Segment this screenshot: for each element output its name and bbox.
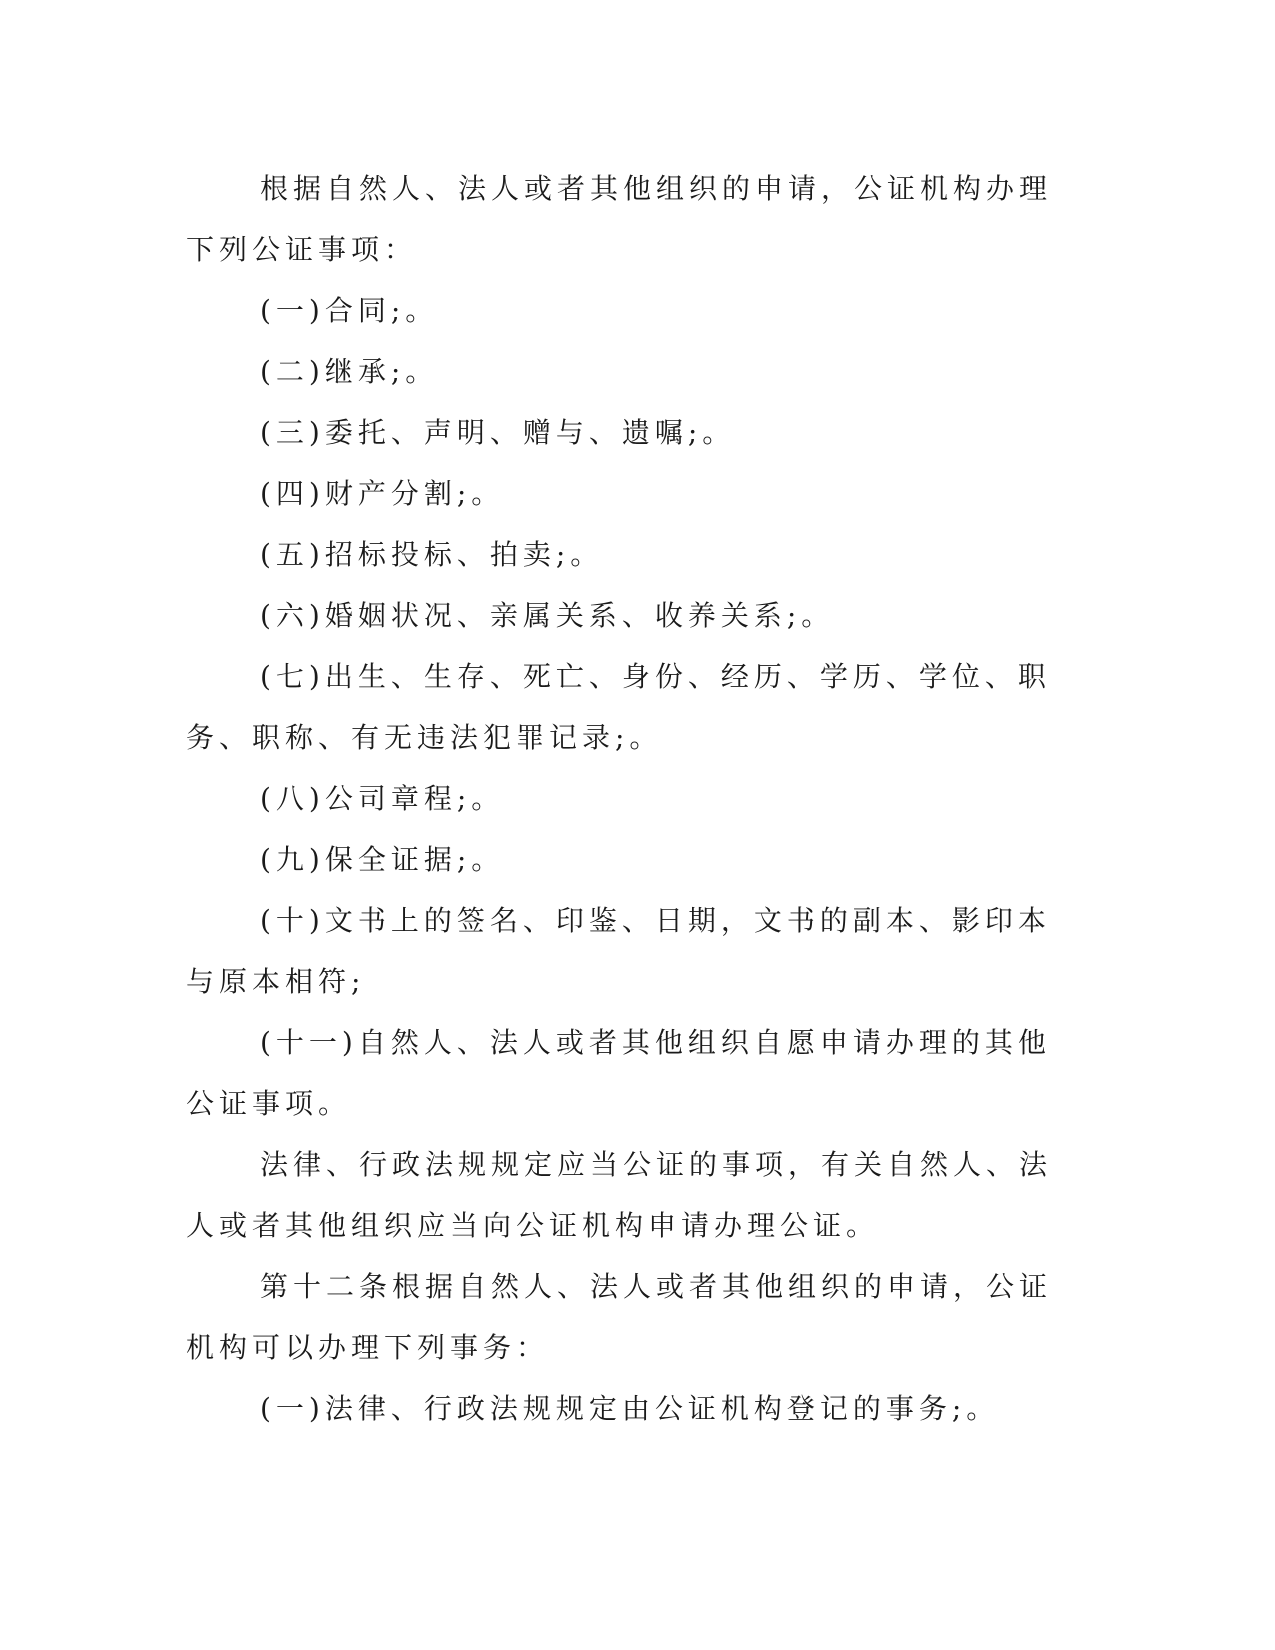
list-item-2: (二)继承;。	[260, 355, 439, 388]
list-item-7: (七)出生、生存、死亡、身份、经历、学历、学位、职务、职称、有无违法犯罪记录;。	[186, 660, 1051, 754]
list-item-1: (一)合同;。	[260, 294, 439, 327]
list-item-11: (十一)自然人、法人或者其他组织自愿申请办理的其他公证事项。	[186, 1026, 1051, 1120]
list-item-6: (六)婚姻状况、亲属关系、收养关系;。	[260, 599, 835, 632]
article-12-item-1: (一)法律、行政法规规定由公证机构登记的事务;。	[260, 1392, 1000, 1425]
list-item-3: (三)委托、声明、赠与、遗嘱;。	[260, 416, 736, 449]
paragraph-article-12: 第十二条根据自然人、法人或者其他组织的申请，公证机构可以办理下列事务：	[186, 1270, 1053, 1364]
list-item-4: (四)财产分割;。	[260, 477, 505, 510]
list-item-5: (五)招标投标、拍卖;。	[260, 538, 604, 571]
list-item-9: (九)保全证据;。	[260, 843, 505, 876]
list-item-8: (八)公司章程;。	[260, 782, 505, 815]
list-item-10: (十)文书上的签名、印鉴、日期，文书的副本、影印本与原本相符;	[186, 904, 1051, 998]
paragraph-mandatory: 法律、行政法规规定应当公证的事项，有关自然人、法人或者其他组织应当向公证机构申请办理公证。	[186, 1148, 1053, 1242]
document-body	[186, 158, 1066, 1439]
paragraph-intro: 根据自然人、法人或者其他组织的申请，公证机构办理下列公证事项：	[186, 172, 1053, 266]
